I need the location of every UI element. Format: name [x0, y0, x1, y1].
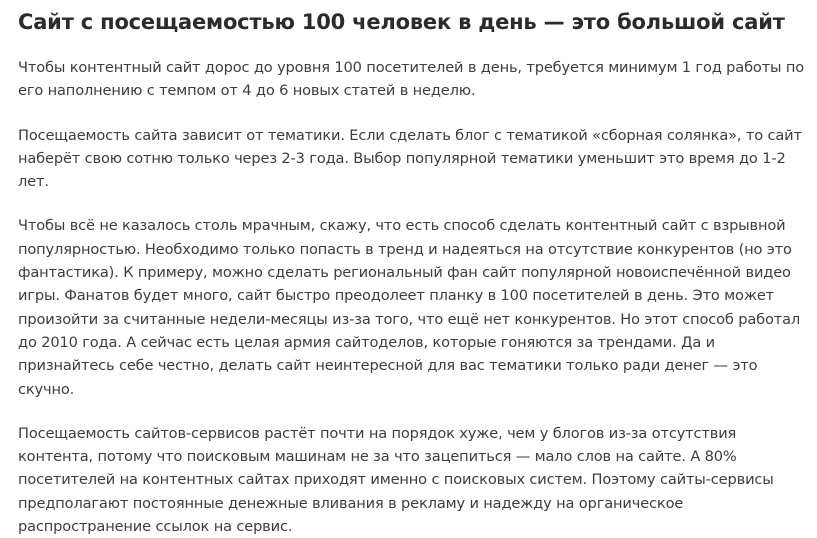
paragraph-1: Чтобы контентный сайт дорос до уровня 100 посетителей в день, требуется минимум 1 год работы по его наполнению с темпом от 4 до 6 новых статей в неделю. — [18, 59, 805, 100]
article — [18, 0, 808, 538]
article-title: Сайт с посещаемостью 100 человек в день — это большой сайт — [18, 10, 785, 34]
paragraph-4: Посещаемость сайтов-сервисов растёт почти на порядок хуже, чем у блогов из-за отсутствия контента, потому что поисковым машинам не за что зацепиться — мало слов на сайте. А 80% посетителей на контентных сайтах приходят именно с поисковых систем. Поэтому сайты-сервисы предполагают постоянные денежные вливания в рекламу и надежду на органическое распространение ссылок на сервис. — [18, 424, 774, 536]
paragraph-2: Посещаемость сайта зависит от тематики. Если сделать блог с тематикой «сборная солянка», то сайт наберёт свою сотню только через 2-3 года. Выбор популярной тематики уменьшит это время до 1-2 лет. — [18, 126, 802, 191]
paragraph-3: Чтобы всё не казалось столь мрачным, скажу, что есть способ сделать контентный сайт с взрывной популярностью. Необходимо только попасть в тренд и надеяться на отсутствие конкурентов (но это фантастика). К примеру, можно сделать региональный фан сайт популярной новоиспечённой видео игры. Фанатов будет много, сайт быстро преодолеет планку в 100 посетителей в день. Это может произойти за считанные недели-месяцы из-за того, что ещё нет конкурентов. Но этот способ работал до 2010 года. А сейчас есть целая армия сайтоделов, которые гоняются за трендами. Да и признайтесь себе честно, делать сайт неинтересной для вас тематики только ради денег — это скучно. — [18, 217, 801, 398]
